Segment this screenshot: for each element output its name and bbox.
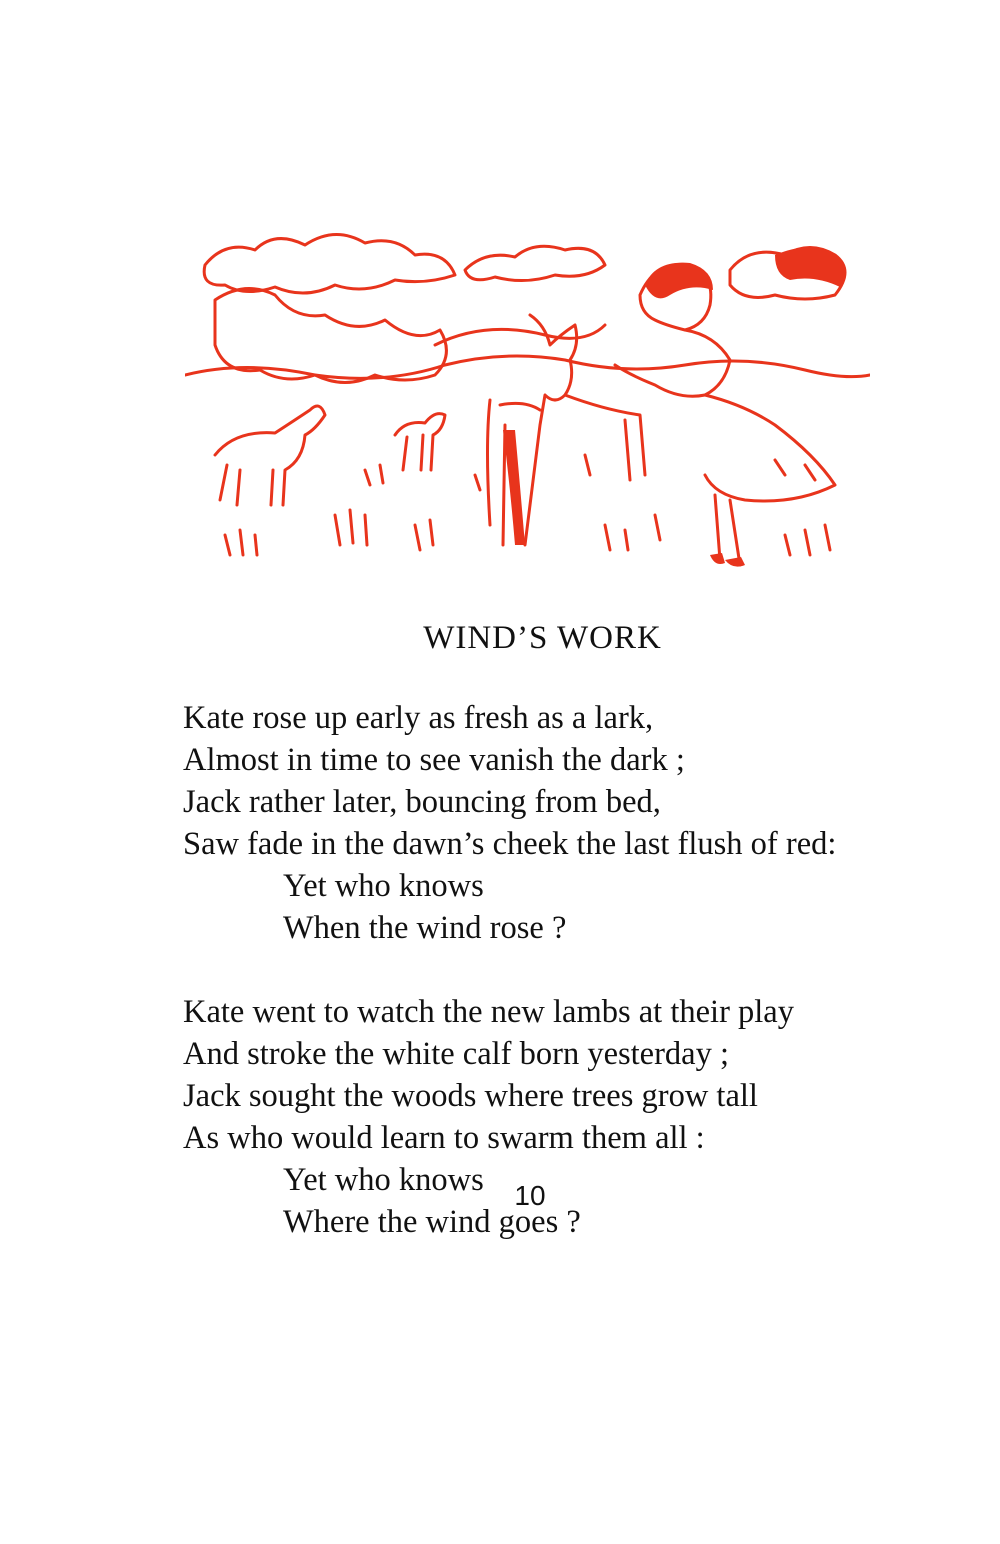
poem-line: Almost in time to see vanish the dark ;: [183, 742, 685, 778]
poem-refrain-line: Where the wind goes ?: [283, 1204, 581, 1240]
poem-refrain-line: Yet who knows: [283, 868, 484, 904]
poem-line: Kate rose up early as fresh as a lark,: [183, 700, 654, 736]
poem-line: Saw fade in the dawn’s cheek the last flush of red:: [183, 826, 837, 862]
poem-line: And stroke the white calf born yesterday ;: [183, 1036, 730, 1072]
poem-line: Jack rather later, bouncing from bed,: [183, 784, 661, 820]
pastoral-scene-illustration: [185, 225, 870, 580]
stanza: [183, 697, 963, 949]
poem-line: As who would learn to swarm them all :: [183, 1120, 705, 1156]
poem-line: Kate went to watch the new lambs at their play: [183, 994, 794, 1030]
poem-line: Jack sought the woods where trees grow tall: [183, 1078, 758, 1114]
poem-refrain-line: Yet who knows: [283, 1162, 484, 1198]
page-number: 10: [514, 1180, 546, 1211]
poem-refrain-line: When the wind rose ?: [283, 910, 567, 946]
poem-title: WIND’S WORK: [423, 620, 662, 656]
